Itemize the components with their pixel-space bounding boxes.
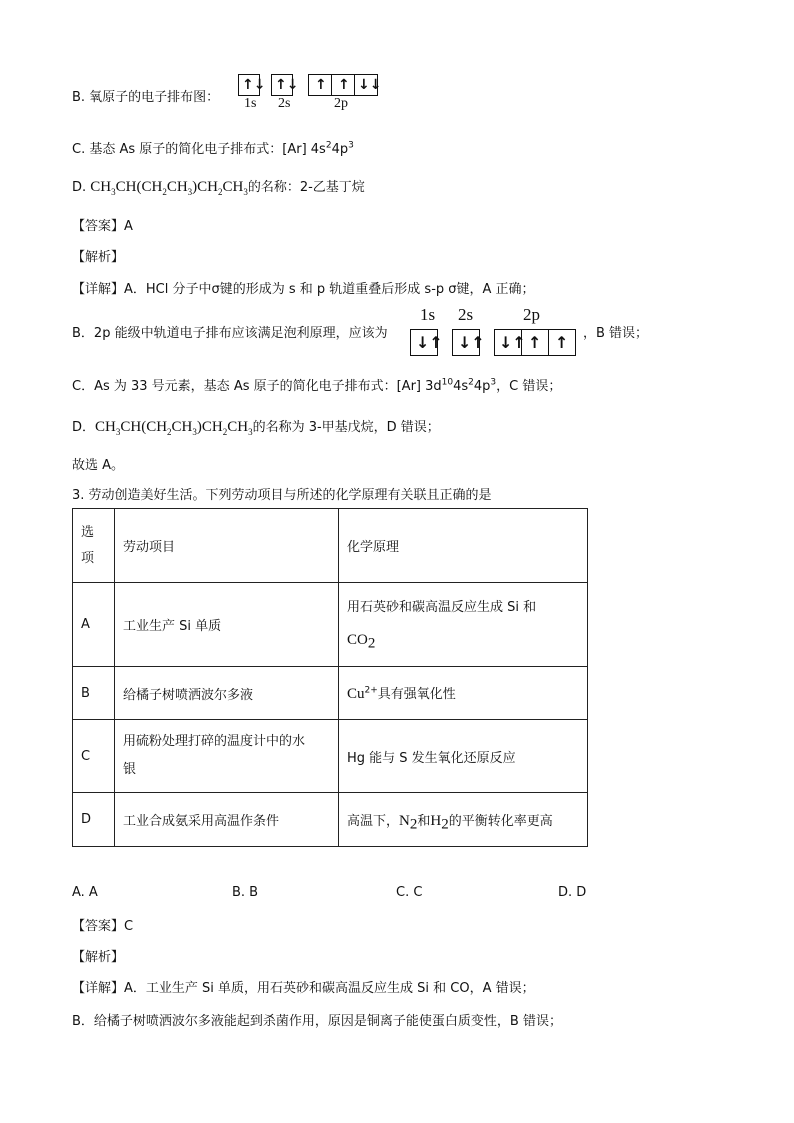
row-item: 工业合成氨采用高温作条件 xyxy=(115,793,339,847)
orbital-box-1s xyxy=(238,74,266,96)
label-2s: 2s xyxy=(458,305,474,324)
label-2s: 2s xyxy=(278,96,291,111)
arrow-2s: ↓↑ xyxy=(458,333,485,352)
arrow-2p-1: ↑ xyxy=(315,77,327,93)
row-item: 用硫粉处理打碎的温度计中的水 银 xyxy=(115,720,339,793)
arrow-2p-1: ↓↑ xyxy=(499,333,526,352)
answer-label: 【答案】C xyxy=(72,919,134,934)
table-row xyxy=(73,583,588,667)
orbital-divider xyxy=(521,330,522,355)
row-item: 给橘子树喷洒波尔多液 xyxy=(115,667,339,720)
choice-d: D. D xyxy=(558,885,587,900)
orbital-divider xyxy=(354,75,355,95)
row-option: A xyxy=(73,583,115,667)
orbital-divider xyxy=(331,75,332,95)
option-b-text: B. 氧原子的电子排布图： xyxy=(72,90,220,105)
row-principle: 用石英砂和碳高温反应生成 Si 和 $CO_2$ xyxy=(339,583,588,667)
arrow-1s: ↑↓ xyxy=(242,77,266,93)
orbital-diagram-oxygen xyxy=(238,74,383,112)
arrow-1s: ↓↑ xyxy=(416,333,443,352)
arrow-2p-2: ↑ xyxy=(528,333,542,352)
header-principle: 化学原理 xyxy=(339,509,588,583)
row-principle: $Cu^{2+}$具有强氧化性 xyxy=(339,667,588,720)
label-1s: 1s xyxy=(420,305,436,324)
detail-b-conclusion: ，B 错误； xyxy=(583,326,649,341)
detail-a: 【详解】A．HCl 分子中σ键的形成为 s 和 p 轨道重叠后形成 s-p σ键，A 正确； xyxy=(72,282,535,297)
superscript: 3 xyxy=(348,140,354,151)
arrow-2p-3: ↓↓ xyxy=(358,77,382,93)
table-row xyxy=(73,720,588,793)
analysis-label: 【解析】 xyxy=(72,950,125,965)
table-header-row xyxy=(73,509,588,583)
row-principle: 高温下，$N_2$和$H_2$的平衡转化率更高 xyxy=(339,793,588,847)
option-d-text: 的名称：2-乙基丁烷 xyxy=(247,180,365,195)
option-c xyxy=(72,138,354,157)
detail-b-text: B．2p 能级中轨道电子排布应该满足泡利原理，应该为 xyxy=(72,326,388,341)
chemical-formula: $CH_3CH(CH_2CH_3)CH_2CH_3$ xyxy=(95,419,253,437)
label-2p: 2p xyxy=(523,305,540,324)
header-option: 选 项 xyxy=(73,509,115,583)
analysis-label: 【解析】 xyxy=(72,250,125,265)
row-item: 工业生产 Si 单质 xyxy=(115,583,339,667)
option-c-text: 4p xyxy=(331,142,349,157)
orbital-divider xyxy=(548,330,549,355)
table-row xyxy=(73,793,588,847)
choice-b: B. B xyxy=(232,885,259,900)
header-labor-item: 劳动项目 xyxy=(115,509,339,583)
detail-2a: 【详解】A．工业生产 Si 单质，用石英砂和碳高温反应生成 Si 和 CO，A 错误； xyxy=(72,981,535,996)
detail-c: C．As 为 33 号元素，基态 As 原子的简化电子排布式：[Ar] $3d^{10}4s^24p^3$，C 错误； xyxy=(72,377,562,394)
row-principle: Hg 能与 S 发生氧化还原反应 xyxy=(339,720,588,793)
orbital-box-2p xyxy=(308,74,382,96)
orbital-box-2s xyxy=(271,74,299,96)
arrow-2p-2: ↑ xyxy=(338,77,350,93)
question-table xyxy=(72,508,588,847)
answer-choices xyxy=(72,885,592,903)
superscript: 2 xyxy=(325,140,332,151)
orbital-box-2s xyxy=(452,329,485,356)
answer-label: 【答案】A xyxy=(72,219,133,234)
table-row xyxy=(73,667,588,720)
arrow-2s: ↑↓ xyxy=(275,77,299,93)
orbital-diagram-correct xyxy=(410,305,580,357)
label-2p: 2p xyxy=(334,96,348,111)
row-option: B xyxy=(73,667,115,720)
option-b xyxy=(72,86,219,105)
orbital-box-1s xyxy=(410,329,443,356)
orbital-box-2p xyxy=(494,329,576,356)
option-c-text: C. 基态 As 原子的简化电子排布式：[Ar] 4s xyxy=(72,142,326,157)
label-1s: 1s xyxy=(244,96,257,111)
conclusion: 故选 A。 xyxy=(72,458,125,473)
option-d-label: D. xyxy=(72,180,87,195)
arrow-2p-3: ↑ xyxy=(555,333,569,352)
row-option: D xyxy=(73,793,115,847)
detail-d: D．$CH_3CH(CH_2CH_3)CH_2CH_3$的名称为 3-甲基戊烷，D 错误； xyxy=(72,419,440,437)
option-d xyxy=(72,176,365,196)
row-option: C xyxy=(73,720,115,793)
chemical-formula: $CH_3CH(CH_2CH_3)CH_2CH_3$ xyxy=(90,179,248,197)
choice-c: C. C xyxy=(396,885,423,900)
detail-b xyxy=(72,322,388,341)
choice-a: A. A xyxy=(72,885,98,900)
question-3: 3. 劳动创造美好生活。下列劳动项目与所述的化学原理有关联且正确的是 xyxy=(72,488,492,503)
detail-2b: B．给橘子树喷洒波尔多液能起到杀菌作用，原因是铜离子能使蛋白质变性，B 错误； xyxy=(72,1014,562,1029)
